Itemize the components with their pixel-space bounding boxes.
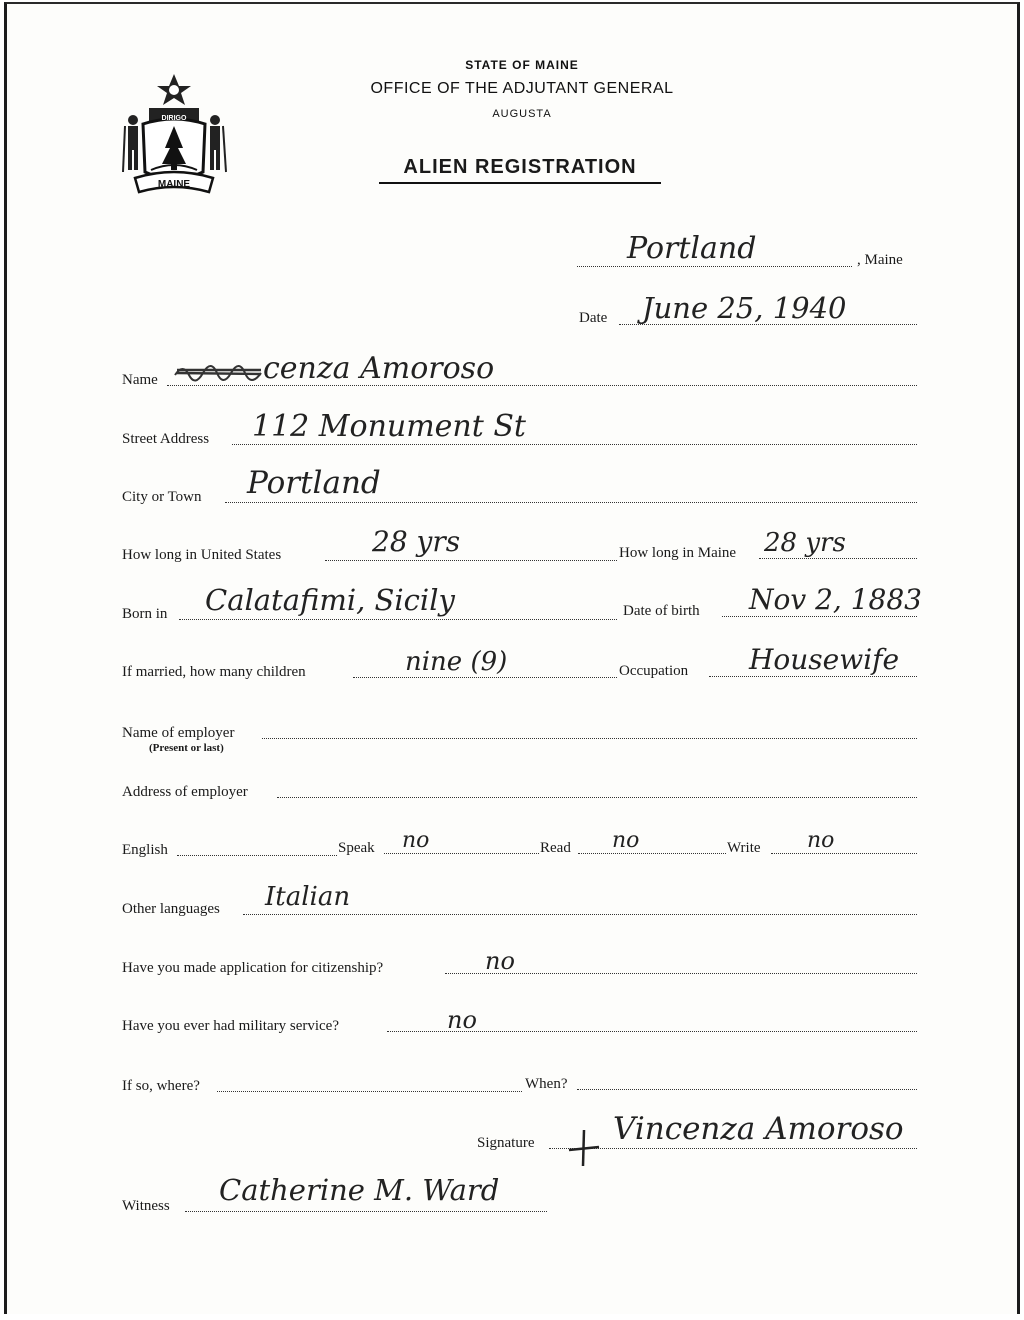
- header-office: OFFICE OF THE ADJUTANT GENERAL: [370, 80, 674, 97]
- born-in-label: Born in: [122, 606, 168, 622]
- signature-line: [549, 1148, 917, 1149]
- speak-value: no: [402, 828, 430, 853]
- write-line: [771, 853, 917, 854]
- x-mark-icon: [567, 1128, 601, 1168]
- employer-address-label: Address of employer: [122, 784, 248, 800]
- children-label: If married, how many children: [122, 664, 306, 680]
- place-value: Portland: [627, 231, 757, 266]
- street-value: 112 Monument St: [252, 409, 526, 444]
- where-line: [217, 1091, 522, 1092]
- citizenship-label: Have you made application for citizenship?: [122, 960, 384, 976]
- date-label: Date: [579, 310, 608, 326]
- read-line: [578, 853, 726, 854]
- english-line: [177, 855, 337, 856]
- occupation-value: Housewife: [749, 643, 900, 676]
- born-in-value: Calatafimi, Sicily: [205, 583, 455, 617]
- employer-label: Name of employer: [122, 725, 235, 741]
- header-city: AUGUSTA: [492, 108, 552, 120]
- date-of-birth-line: [722, 616, 917, 617]
- signature-value: Vincenza Amoroso: [613, 1111, 904, 1147]
- maine-label: , Maine: [857, 252, 903, 268]
- write-label: Write: [727, 840, 761, 856]
- citizenship-line: [445, 973, 917, 974]
- when-label: When?: [525, 1076, 568, 1092]
- date-value: June 25, 1940: [642, 291, 847, 325]
- other-languages-label: Other languages: [122, 901, 220, 917]
- where-label: If so, where?: [122, 1078, 200, 1094]
- read-value: no: [612, 828, 640, 853]
- children-line: [353, 677, 617, 678]
- city-label: City or Town: [122, 489, 202, 505]
- citizenship-value: no: [485, 947, 515, 975]
- name-label: Name: [122, 372, 158, 388]
- how-long-maine-label: How long in Maine: [619, 545, 737, 561]
- how-long-us-value: 28 yrs: [372, 525, 461, 558]
- form-title: ALIEN REGISTRATION: [379, 156, 661, 184]
- how-long-us-line: [325, 560, 617, 561]
- witness-value: Catherine M. Ward: [219, 1173, 500, 1207]
- military-label: Have you ever had military service?: [122, 1018, 339, 1034]
- witness-label: Witness: [122, 1198, 170, 1214]
- street-label: Street Address: [122, 431, 210, 447]
- military-value: no: [447, 1006, 477, 1034]
- occupation-line: [709, 676, 917, 677]
- city-value: Portland: [247, 465, 381, 501]
- signature-label: Signature: [477, 1135, 535, 1151]
- registration-form: [4, 2, 1020, 1314]
- how-long-us-label: How long in United States: [122, 547, 282, 563]
- maine-seal-icon: [119, 68, 229, 200]
- witness-line: [185, 1211, 547, 1212]
- how-long-maine-value: 28 yrs: [764, 528, 846, 558]
- name-value: cenza Amoroso: [263, 351, 495, 386]
- street-line: [232, 444, 917, 445]
- how-long-maine-line: [759, 558, 917, 559]
- speak-line: [384, 853, 539, 854]
- employer-line: [262, 738, 917, 739]
- employer-sublabel: (Present or last): [149, 742, 224, 754]
- place-line: [577, 266, 852, 267]
- children-value: nine (9): [405, 647, 508, 677]
- employer-address-line: [277, 797, 917, 798]
- born-in-line: [179, 619, 617, 620]
- city-line: [225, 502, 917, 503]
- crossed-out-text-icon: [173, 361, 265, 383]
- seal-banner-text: MAINE: [157, 179, 191, 190]
- seal-motto-text: DIRIGO: [161, 115, 187, 122]
- english-label: English: [122, 842, 168, 858]
- speak-label: Speak: [338, 840, 375, 856]
- when-line: [577, 1089, 917, 1090]
- date-of-birth-label: Date of birth: [623, 603, 700, 619]
- read-label: Read: [540, 840, 571, 856]
- other-languages-value: Italian: [265, 882, 351, 912]
- header-state: STATE OF MAINE: [465, 58, 579, 72]
- write-value: no: [807, 828, 835, 853]
- occupation-label: Occupation: [619, 663, 689, 679]
- date-of-birth-value: Nov 2, 1883: [749, 583, 922, 616]
- other-languages-line: [243, 914, 917, 915]
